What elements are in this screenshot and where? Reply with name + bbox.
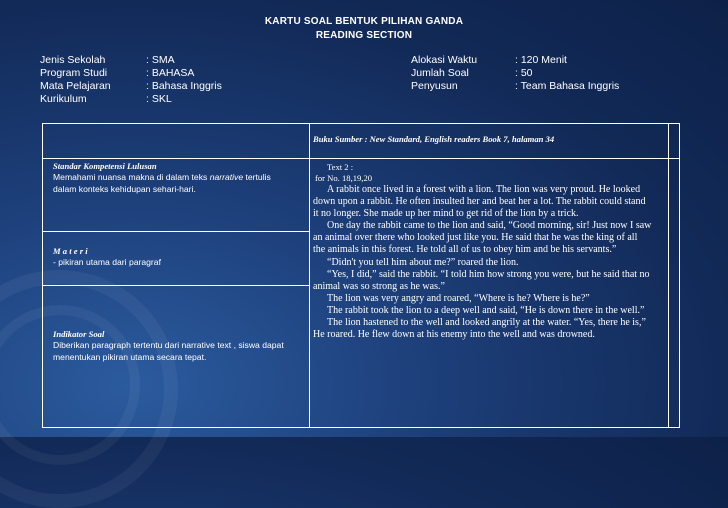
question-numbers: for No. 18,19,20 <box>315 173 373 183</box>
passage-line: “Didn't you tell him about me?” roared the lion. <box>327 256 519 268</box>
meta-label: Mata Pelajaran <box>40 80 111 92</box>
passage-line: down upon a rabbit. He often insulted her and beat her a lot. The rabbit could stand <box>313 196 646 208</box>
card-subtitle: READING SECTION <box>315 30 413 41</box>
passage-line: A rabbit once lived in a forest with a lion. The lion was very proud. He looked <box>327 184 641 195</box>
indikator-text-line: Diberikan paragraph tertentu dari narrative text , siswa dapat <box>53 340 284 350</box>
meta-value: : SMA <box>146 54 175 66</box>
table-divider <box>42 158 680 159</box>
meta-label: Penyusun <box>411 80 458 92</box>
standar-text-emphasis: narrative <box>209 172 244 182</box>
meta-label: Alokasi Waktu <box>411 54 478 66</box>
indikator-text <box>53 340 308 363</box>
meta-label: Jumlah Soal <box>411 67 469 79</box>
table-divider <box>42 285 310 286</box>
passage-line: The rabbit took the lion to a deep well and said, “He is down there in the well.” <box>327 304 645 316</box>
passage-line: animal was so strong as he was.” <box>313 280 445 292</box>
standar-text-part: tertulis <box>243 172 271 182</box>
passage-line: The lion was very angry and roared, “Where is he? Where is he?” <box>327 292 590 304</box>
passage-line: He roared. He flew down at his enemy into the well and was drowned. <box>313 329 595 341</box>
meta-value: : BAHASA <box>146 67 195 79</box>
meta-value: : Team Bahasa Inggris <box>515 80 620 92</box>
passage-line: it no longer. She made up her mind to get rid of the lion by a trick. <box>313 208 579 220</box>
indikator-title: Indikator Soal <box>53 329 105 339</box>
source-book: Buku Sumber : New Standard, English readers Book 7, halaman 34 <box>313 134 555 144</box>
meta-label: Kurikulum <box>40 93 87 105</box>
passage-line: One day the rabbit came to the lion and said, “Good morning, sir! Just now I saw <box>327 220 652 232</box>
standar-kompetensi-text <box>53 172 308 195</box>
meta-value: : Bahasa Inggris <box>146 80 222 92</box>
materi-text: - pikiran utama dari paragraf <box>53 257 161 267</box>
meta-label: Jenis Sekolah <box>40 54 106 66</box>
text-label: Text 2 : <box>327 162 354 172</box>
meta-value: : SKL <box>146 93 172 105</box>
card-title: KARTU SOAL BENTUK PILIHAN GANDA <box>264 16 464 27</box>
passage-line: The lion hastened to the well and looked angrily at the water. “Yes, there he is,” <box>327 317 646 329</box>
table-divider <box>42 231 310 232</box>
reading-passage <box>313 162 668 341</box>
meta-value: : 50 <box>515 67 533 79</box>
table-divider <box>668 123 669 428</box>
meta-value: : 120 Menit <box>515 54 567 66</box>
standar-text-part: dalam konteks kehidupan sehari-hari. <box>53 183 196 194</box>
passage-line: the animals in this forest. He told all of us to obey him and be his servants.” <box>313 244 617 256</box>
passage-line: “Yes, I did,” said the rabbit. “I told him how strong you were, but he said that no <box>327 268 650 280</box>
standar-text-part: Memahami nuansa makna di dalam teks <box>53 172 210 182</box>
materi-title: M a t e r i <box>53 246 88 256</box>
meta-label: Program Studi <box>40 67 108 79</box>
passage-line: an animal over there who looked just like you. He said that he was the king of all <box>313 232 638 244</box>
table-divider <box>309 123 310 428</box>
standar-kompetensi-title: Standar Kompetensi Lulusan <box>53 161 157 171</box>
indikator-text-line: menentukan pikiran utama secara tepat. <box>53 351 207 362</box>
